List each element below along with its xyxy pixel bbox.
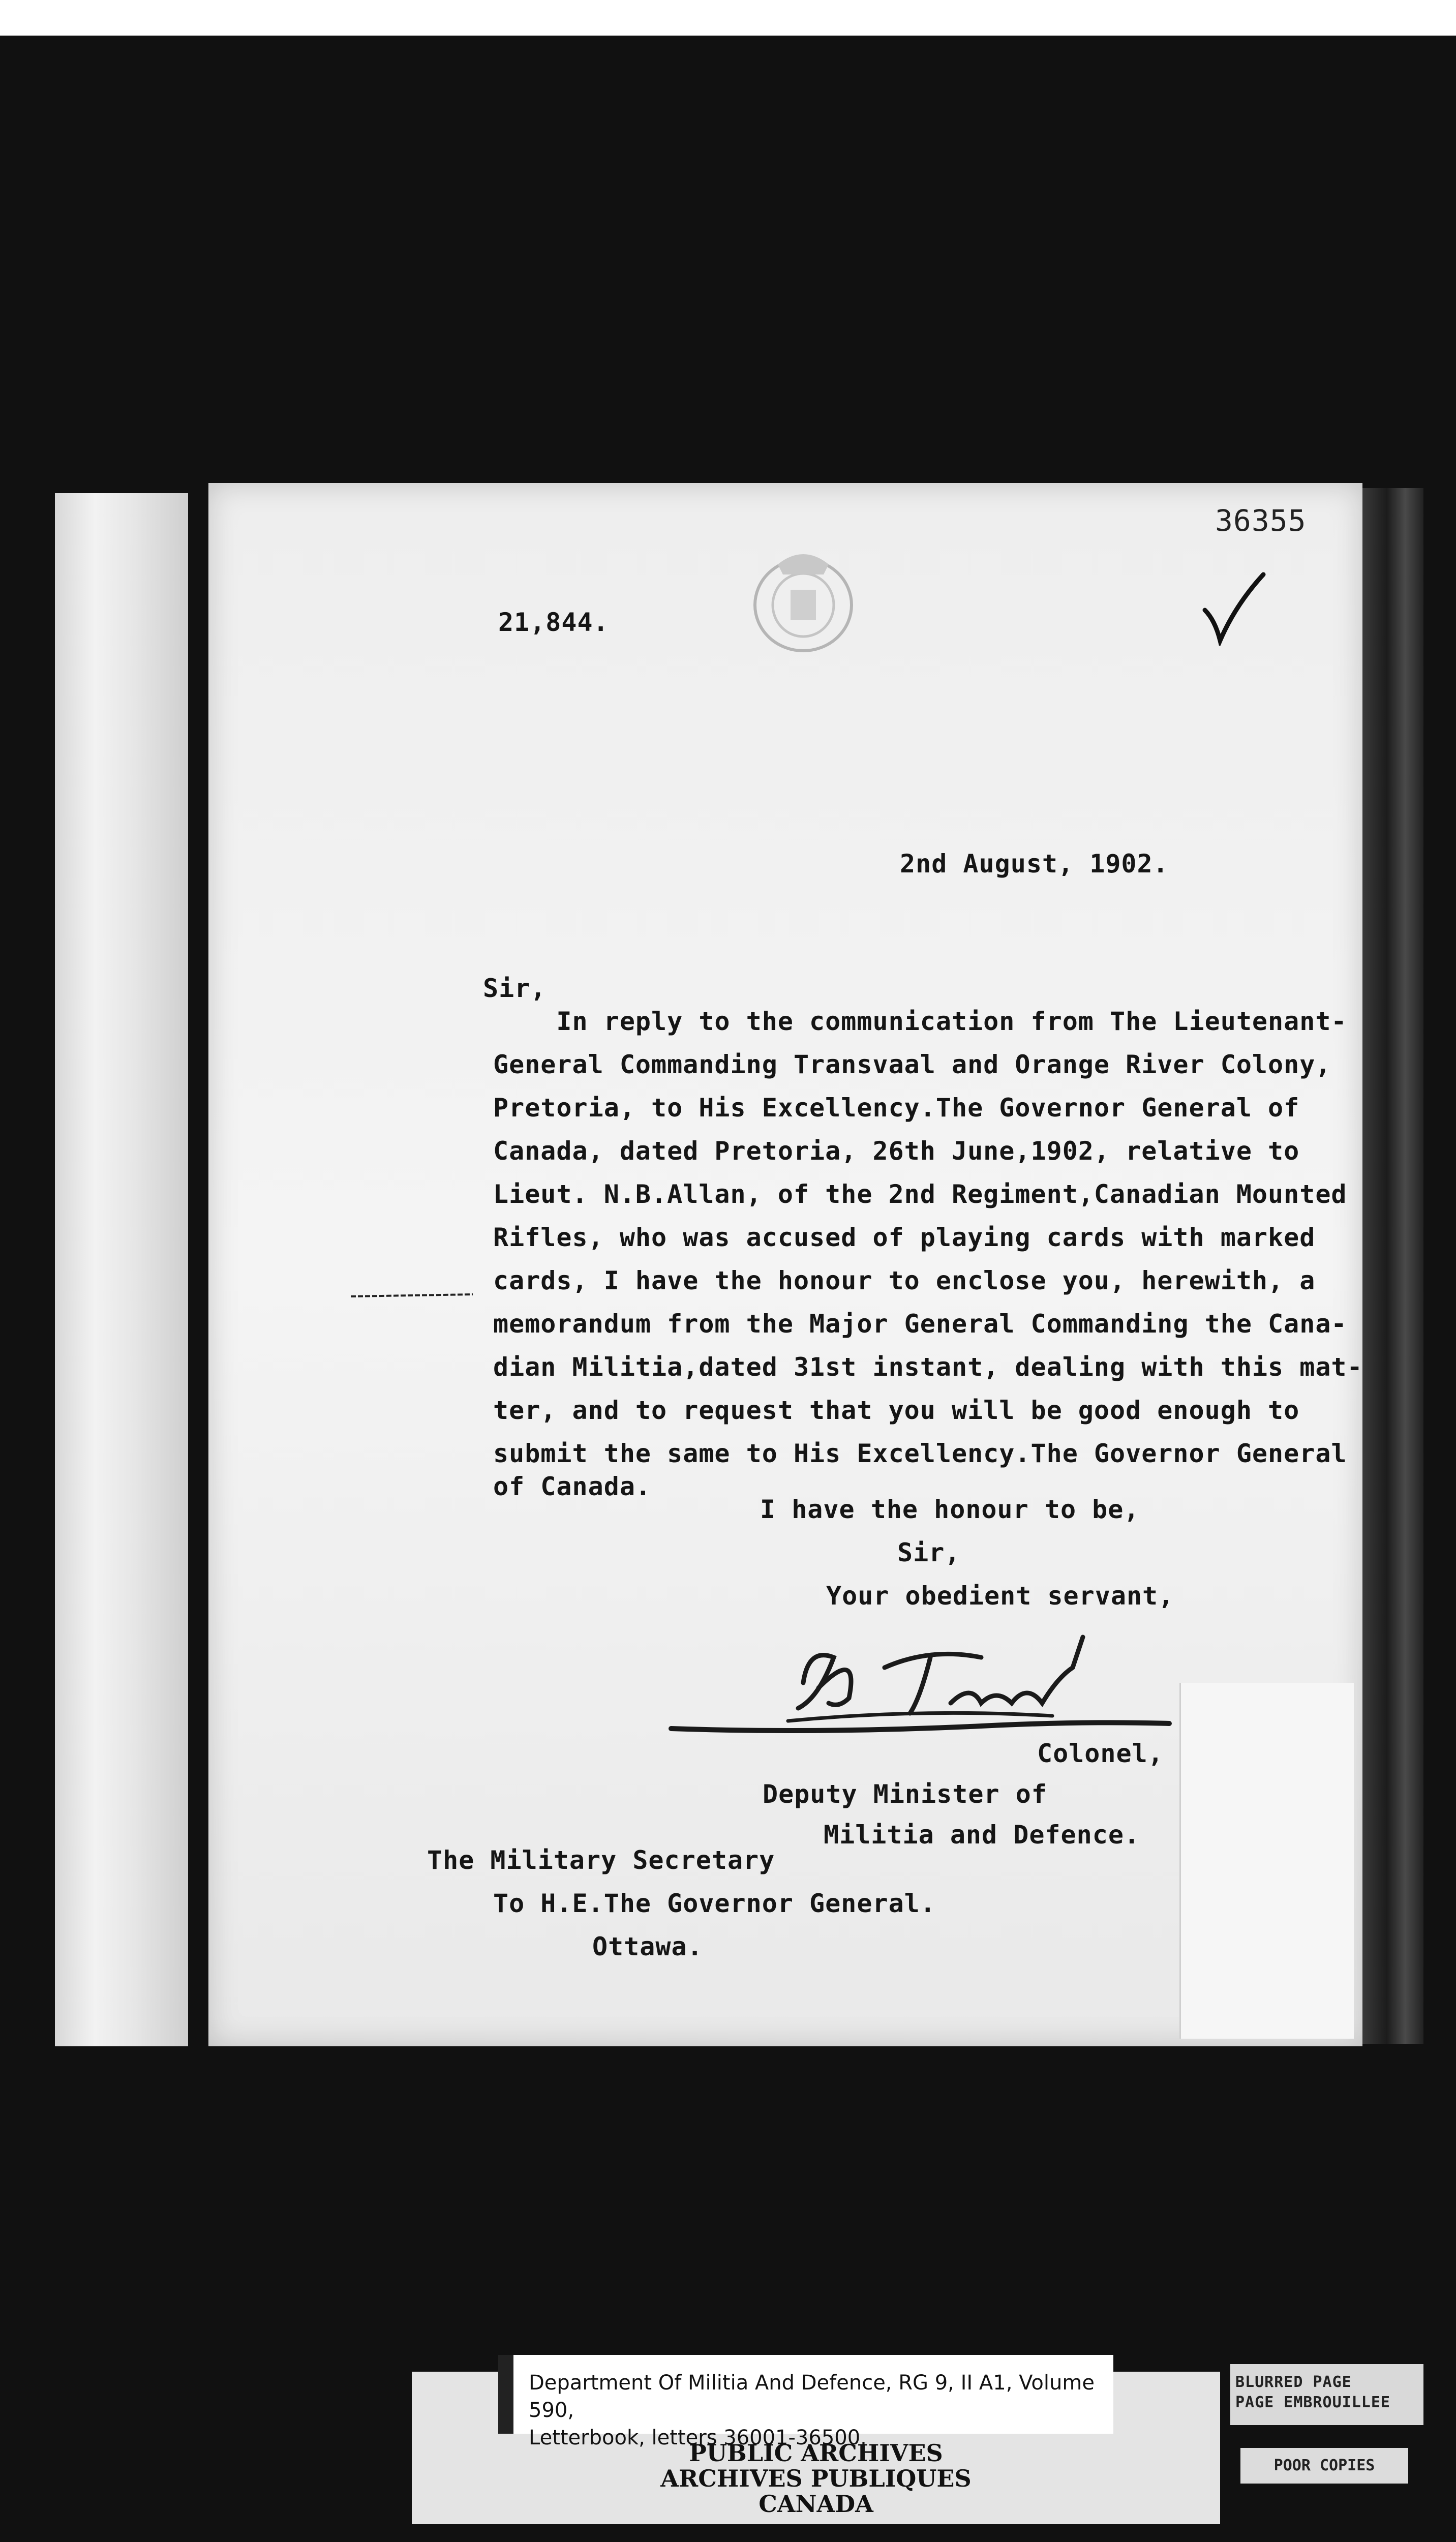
signer-title: Colonel,: [1037, 1739, 1164, 1768]
archives-stamp: [412, 2440, 1220, 2517]
signer-office: Militia and Defence.: [824, 1820, 1140, 1850]
blurred-page-stamp: [1230, 2364, 1423, 2425]
addressee-line: To H.E.The Governor General.: [493, 1889, 936, 1918]
closing-line: I have the honour to be,: [760, 1495, 1140, 1524]
body-line: Pretoria, to His Excellency.The Governor General of: [493, 1093, 1300, 1123]
body-line: ter, and to request that you will be good enough to: [493, 1396, 1300, 1425]
body-line: dian Militia,dated 31st instant, dealing with this mat-: [493, 1352, 1363, 1382]
body-line: Canada, dated Pretoria, 26th June,1902, relative to: [493, 1136, 1300, 1166]
poor-copies-stamp: POOR COPIES: [1240, 2448, 1408, 2484]
crest-seal-icon: [742, 539, 864, 661]
closing-line: Your obedient servant,: [826, 1581, 1174, 1611]
body-line: In reply to the communication from The Lieutenant-: [493, 1007, 1347, 1036]
body-line: of Canada.: [493, 1472, 652, 1501]
body-line: Rifles, who was accused of playing cards with marked: [493, 1223, 1316, 1252]
letter-date: 2nd August, 1902.: [900, 849, 1169, 879]
archives-line: PUBLIC ARCHIVES: [689, 2439, 943, 2467]
body-line: memorandum from the Major General Commanding the Cana-: [493, 1309, 1347, 1339]
left-paper-strip: [55, 493, 188, 2046]
file-number: 21,844.: [498, 608, 609, 637]
page-number: 36355: [1215, 503, 1307, 538]
signer-office: Deputy Minister of: [763, 1779, 1047, 1809]
body-line: cards, I have the honour to enclose you, herewith, a: [493, 1266, 1316, 1295]
reference-line: Letterbook, letters 36001-36500.: [529, 2426, 867, 2449]
handwritten-signature: [666, 1627, 1174, 1744]
reference-line: Department Of Militia And Defence, RG 9, II A1, Volume 590,: [529, 2371, 1095, 2422]
addressee-line: Ottawa.: [592, 1932, 703, 1961]
body-line: Lieut. N.B.Allan, of the 2nd Regiment,Canadian Mounted: [493, 1179, 1347, 1209]
margin-pencil-mark: [351, 1291, 473, 1302]
archives-line: ARCHIVES PUBLIQUES: [660, 2465, 972, 2492]
salutation: Sir,: [483, 974, 547, 1003]
archives-line: CANADA: [759, 2490, 873, 2518]
stamp-line: PAGE EMBROUILLEE: [1235, 2394, 1390, 2411]
closing-line: Sir,: [897, 1538, 961, 1567]
stamp-line: BLURRED PAGE: [1235, 2373, 1352, 2391]
binding-edge: [1362, 488, 1423, 2044]
folded-paper-corner: [1179, 1683, 1354, 2039]
body-line: General Commanding Transvaal and Orange River Colony,: [493, 1050, 1331, 1079]
body-line: submit the same to His Excellency.The Governor General: [493, 1439, 1347, 1468]
addressee-line: The Military Secretary: [427, 1845, 775, 1875]
reference-label: [498, 2355, 1113, 2449]
checkmark-icon: [1200, 569, 1266, 646]
